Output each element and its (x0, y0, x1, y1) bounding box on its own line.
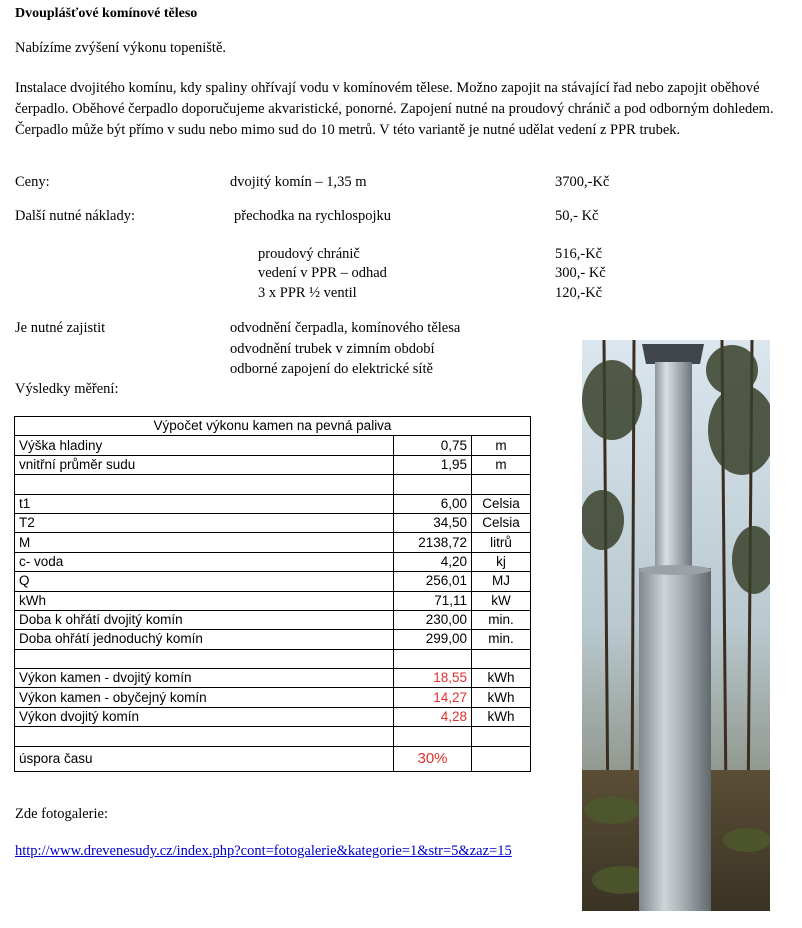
extra-cost-price: 300,- Kč (555, 265, 606, 281)
row-label: kWh (15, 591, 394, 610)
table-row (15, 707, 531, 726)
table-header-row (15, 417, 531, 436)
row-value: 71,11 (394, 591, 472, 610)
row-unit: m (472, 455, 531, 474)
row-value: 4,20 (394, 552, 472, 571)
table-row (15, 649, 531, 668)
requirement-item: odvodnění čerpadla, komínového tělesa (230, 320, 461, 336)
row-label: Výška hladiny (15, 436, 394, 455)
row-label: Výkon kamen - obyčejný komín (15, 688, 394, 707)
row-value: 6,00 (394, 494, 472, 513)
row-unit: Celsia (472, 494, 531, 513)
row-unit (472, 746, 531, 771)
row-value-highlight: 14,27 (394, 688, 472, 707)
requirements-label: Je nutné zajistit (15, 320, 106, 336)
gallery-link[interactable]: http://www.drevenesudy.cz/index.php?cont=fotogalerie&kategorie=1&str=5&zaz=15 (15, 843, 512, 859)
row-value: 1,95 (394, 455, 472, 474)
extra-cost-price: 50,- Kč (555, 208, 599, 224)
table-row (15, 513, 531, 532)
row-unit (472, 649, 531, 668)
table-row (15, 727, 531, 746)
chimney-photo (582, 340, 770, 911)
row-unit (472, 475, 531, 494)
results-label: Výsledky měření: (15, 381, 119, 397)
row-label: Výkon kamen - dvojitý komín (15, 669, 394, 688)
table-row (15, 455, 531, 474)
extra-cost-item: 3 x PPR ½ ventil (258, 285, 357, 301)
gallery-label: Zde fotogalerie: (15, 806, 108, 822)
extra-cost-item: přechodka na rychlospojku (234, 208, 392, 224)
row-unit: MJ (472, 572, 531, 591)
table-row (15, 591, 531, 610)
row-unit: m (472, 436, 531, 455)
requirement-item: odvodnění trubek v zimním období (230, 341, 435, 357)
table-row (15, 746, 531, 771)
table-caption: Výpočet výkonu kamen na pevná paliva (15, 417, 531, 436)
row-label: T2 (15, 513, 394, 532)
table-row (15, 552, 531, 571)
row-value: 2138,72 (394, 533, 472, 552)
row-value: 256,01 (394, 572, 472, 591)
row-label: Výkon dvojitý komín (15, 707, 394, 726)
price-item: dvojitý komín – 1,35 m (230, 174, 367, 190)
table-row (15, 669, 531, 688)
row-unit: min. (472, 630, 531, 649)
row-value: 0,75 (394, 436, 472, 455)
row-value-highlight: 4,28 (394, 707, 472, 726)
row-unit: kj (472, 552, 531, 571)
extra-costs-label: Další nutné náklady: (15, 208, 136, 224)
table-row (15, 572, 531, 591)
requirement-item: odborné zapojení do elektrické sítě (230, 361, 433, 377)
description-text: Instalace dvojitého komínu, kdy spaliny ohřívají vodu v komínovém tělese. Možno zapojit na stávající řad nebo zapojit oběhové čerpadlo. Oběhové čerpadlo doporučujeme akvaristické, ponorné. Zapojení nutné na proudový chránič a pod odborným dohledem. Čerpadlo může být přímo v sudu nebo mimo sud do 10 metrů. V této variantě je nutné udělat vedení z PPR trubek. (15, 80, 774, 138)
extra-cost-item: proudový chránič (258, 246, 360, 262)
row-label (15, 475, 394, 494)
table-row (15, 436, 531, 455)
row-label: t1 (15, 494, 394, 513)
prices-label: Ceny: (15, 174, 50, 190)
table-row (15, 533, 531, 552)
row-value (394, 649, 472, 668)
row-label: vnitřní průměr sudu (15, 455, 394, 474)
row-value: 34,50 (394, 513, 472, 532)
table-row (15, 475, 531, 494)
calculation-table (14, 416, 531, 772)
page-title: Dvouplášťové komínové těleso (15, 6, 198, 21)
row-value: 230,00 (394, 610, 472, 629)
row-label: M (15, 533, 394, 552)
row-unit: kWh (472, 688, 531, 707)
intro-text: Nabízíme zvýšení výkonu topeniště. (15, 40, 227, 56)
time-saving-value: 30% (394, 746, 472, 771)
row-label: Doba ohřátí jednoduchý komín (15, 630, 394, 649)
row-label (15, 727, 394, 746)
row-value: 299,00 (394, 630, 472, 649)
extra-cost-item: vedení v PPR – odhad (258, 265, 387, 281)
row-label: úspora času (15, 746, 394, 771)
table-row (15, 630, 531, 649)
row-value-highlight: 18,55 (394, 669, 472, 688)
price-value: 3700,-Kč (555, 174, 610, 190)
extra-cost-price: 120,-Kč (555, 285, 603, 301)
row-label: Doba k ohřátí dvojitý komín (15, 610, 394, 629)
row-label (15, 649, 394, 668)
row-unit: kWh (472, 707, 531, 726)
row-unit: Celsia (472, 513, 531, 532)
row-value (394, 475, 472, 494)
row-value (394, 727, 472, 746)
row-unit: litrů (472, 533, 531, 552)
row-unit (472, 727, 531, 746)
extra-cost-price: 516,-Kč (555, 246, 603, 262)
table-row (15, 610, 531, 629)
row-label: c- voda (15, 552, 394, 571)
row-unit: kW (472, 591, 531, 610)
row-unit: kWh (472, 669, 531, 688)
row-unit: min. (472, 610, 531, 629)
table-row (15, 688, 531, 707)
row-label: Q (15, 572, 394, 591)
table-row (15, 494, 531, 513)
